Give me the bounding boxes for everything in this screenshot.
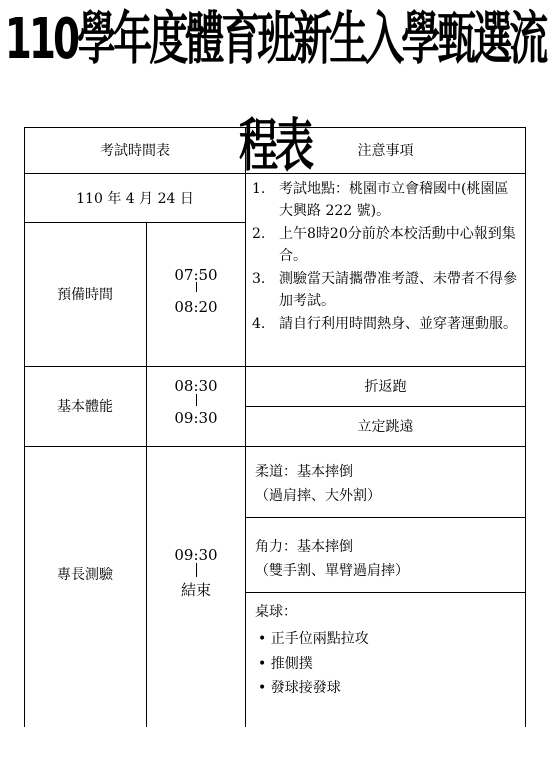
page-title: 110學年度體育班新生入學甄選流程表 — [4, 6, 546, 180]
judo-techniques: （過肩摔、大外割） — [255, 488, 381, 504]
judo-title: 柔道：基本摔倒 — [255, 464, 353, 480]
sumo-title: 角力：基本摔倒 — [255, 539, 353, 555]
specialty-time-connector — [196, 563, 197, 577]
sumo-techniques: （雙手割、單臂過肩摔） — [255, 563, 409, 579]
divider-judo — [245, 517, 526, 518]
prep-start-time: 07:50 — [174, 266, 218, 284]
specialty-start-time: 09:30 — [174, 546, 218, 564]
fitness-label: 基本體能 — [57, 399, 113, 415]
prep-time-connector — [196, 282, 197, 292]
fitness-end-time: 09:30 — [174, 409, 218, 427]
note-number: 3. — [252, 271, 266, 287]
note-number: 4. — [252, 316, 266, 332]
fitness-item-standing-jump: 立定跳遠 — [357, 419, 414, 435]
note-number: 1. — [252, 181, 266, 197]
note-text: 測驗當天請攜帶准考證、未帶者不得參加考試。 — [279, 271, 517, 309]
table-tennis-item-text: 正手位兩點拉攻 — [270, 631, 369, 647]
note-item — [252, 178, 522, 222]
note-text: 上午8時20分前於本校活動中心報到集合。 — [279, 226, 516, 264]
notes-list — [252, 178, 522, 336]
header-notes: 注意事項 — [357, 143, 414, 159]
note-item — [252, 223, 522, 267]
specialty-label: 專長測驗 — [57, 566, 113, 583]
table-tennis-item: • 正手位兩點拉攻 — [258, 631, 369, 647]
fitness-item-shuttle-run: 折返跑 — [364, 379, 407, 395]
header-schedule: 考試時間表 — [100, 143, 170, 159]
divider-sumo — [245, 592, 526, 593]
note-text: 考試地點：桃園市立會稽國中(桃園區大興路 222 號)。 — [279, 181, 509, 219]
table-tennis-item: • 發球接發球 — [258, 680, 341, 696]
fitness-start-time: 08:30 — [174, 377, 218, 395]
prep-label: 預備時間 — [57, 287, 113, 303]
note-number: 2. — [252, 226, 266, 242]
note-text: 請自行利用時間熱身、並穿著運動服。 — [279, 316, 517, 332]
table-tennis-item: • 推側撲 — [258, 656, 313, 672]
specialty-end-time: 結束 — [180, 580, 211, 599]
note-item — [252, 313, 522, 335]
table-tennis-item-text: 發球接發球 — [270, 680, 341, 696]
fitness-time-connector — [196, 394, 197, 406]
exam-date: 110 年 4 月 24 日 — [76, 190, 194, 207]
table-tennis-item-text: 推側撲 — [270, 656, 313, 672]
note-item — [252, 268, 522, 312]
prep-end-time: 08:20 — [174, 298, 218, 316]
table-tennis-title: 桌球： — [255, 604, 297, 620]
